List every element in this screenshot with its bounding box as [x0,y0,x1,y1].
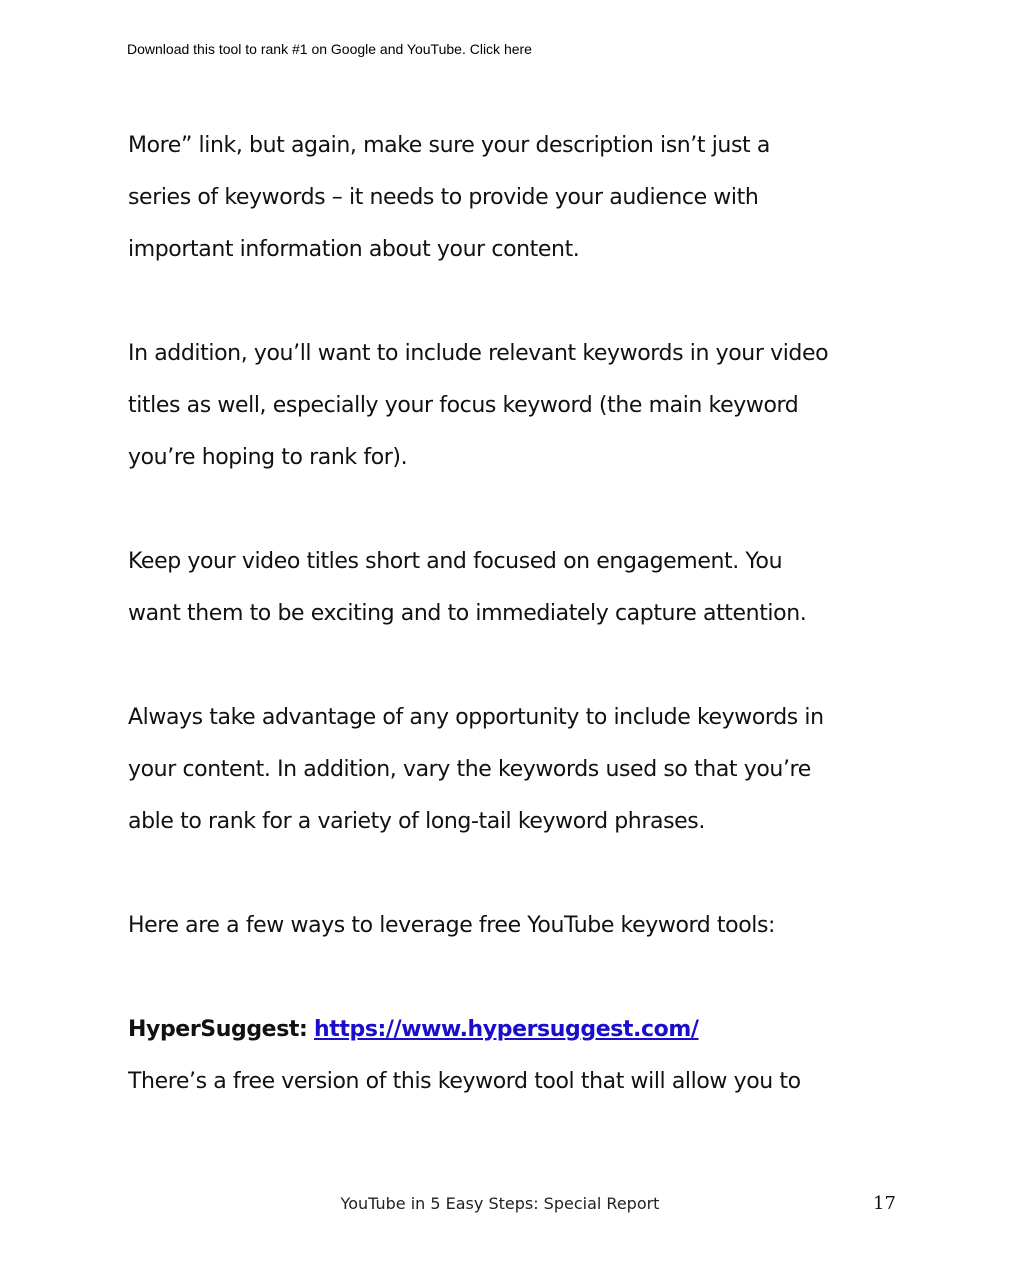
text-line: you’re hoping to rank for). [128,445,408,470]
paragraph-short-titles [128,536,928,640]
hypersuggest-link[interactable]: https://www.hypersuggest.com/ [314,1017,699,1042]
text-line: series of keywords – it needs to provide your audience with [128,185,759,210]
text-line: able to rank for a variety of long-tail keyword phrases. [128,809,705,834]
text-line: Keep your video titles short and focused on engagement. You [128,549,783,574]
paragraph-keyword-opportunity [128,692,928,848]
text-line: More” link, but again, make sure your description isn’t just a [128,133,770,158]
text-line: In addition, you’ll want to include relevant keywords in your video [128,341,829,366]
paragraph-gap [128,276,928,328]
text-line: titles as well, especially your focus keyword (the main keyword [128,393,799,418]
document-body [128,120,928,1108]
text-line: Always take advantage of any opportunity to include keywords in [128,705,824,730]
text-line: There’s a free version of this keyword tool that will allow you to [128,1069,801,1094]
text-line: want them to be exciting and to immediately capture attention. [128,601,807,626]
paragraph-gap [128,952,928,1004]
paragraph-keyword-tools-intro [128,900,928,952]
footer-report-title: YouTube in 5 Easy Steps: Special Report [340,1194,660,1213]
paragraph-hypersuggest-description [128,1056,928,1108]
paragraph-gap [128,640,928,692]
paragraph-video-titles [128,328,928,484]
download-banner-link[interactable]: Download this tool to rank #1 on Google and YouTube. Click here [127,41,532,57]
tool-heading-hypersuggest [128,1004,928,1056]
paragraph-gap [128,848,928,900]
text-line: your content. In addition, vary the keywords used so that you’re [128,757,811,782]
text-line: Here are a few ways to leverage free YouTube keyword tools: [128,913,776,938]
page-number: 17 [873,1193,896,1214]
tool-name: HyperSuggest: [128,1017,308,1042]
paragraph-gap [128,484,928,536]
paragraph-description-continued [128,120,928,276]
text-line: important information about your content. [128,237,580,262]
